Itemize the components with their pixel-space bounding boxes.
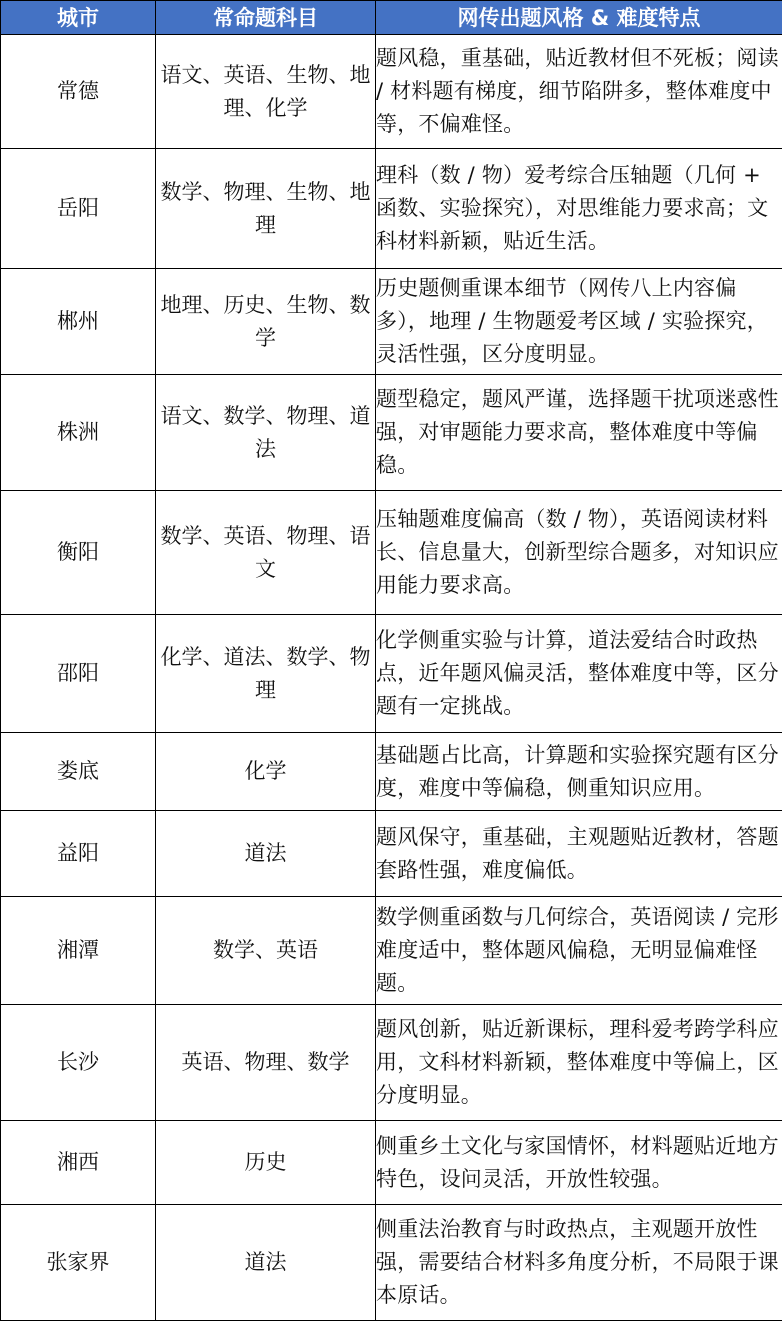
style-cell: 侧重法治教育与时政热点，主观题开放性强，需要结合材料多角度分析，不局限于课本原话。	[376, 1205, 782, 1321]
subjects-cell: 道法	[156, 811, 376, 897]
city-cell: 邵阳	[1, 615, 156, 733]
city-cell: 娄底	[1, 733, 156, 811]
table-row	[1, 615, 782, 733]
table-row	[1, 733, 782, 811]
subjects-cell: 数学、物理、生物、地理	[156, 149, 376, 269]
subjects-cell: 语文、英语、生物、地理、化学	[156, 35, 376, 149]
subjects-cell: 化学、道法、数学、物理	[156, 615, 376, 733]
city-cell: 岳阳	[1, 149, 156, 269]
city-cell: 湘潭	[1, 897, 156, 1005]
style-cell: 数学侧重函数与几何综合，英语阅读 / 完形难度适中，整体题风偏稳，无明显偏难怪题。	[376, 897, 782, 1005]
city-cell: 湘西	[1, 1121, 156, 1205]
table-header-row	[1, 1, 782, 35]
table-row	[1, 375, 782, 491]
subjects-cell: 道法	[156, 1205, 376, 1321]
city-cell: 常德	[1, 35, 156, 149]
subjects-cell: 数学、英语、物理、语文	[156, 491, 376, 615]
style-cell: 题风保守，重基础，主观题贴近教材，答题套路性强，难度偏低。	[376, 811, 782, 897]
table-row	[1, 35, 782, 149]
table-row	[1, 811, 782, 897]
table-row	[1, 1121, 782, 1205]
city-cell: 衡阳	[1, 491, 156, 615]
header-city: 城市	[1, 1, 156, 35]
subjects-cell: 英语、物理、数学	[156, 1005, 376, 1121]
subjects-cell: 数学、英语	[156, 897, 376, 1005]
table-row	[1, 269, 782, 375]
style-cell: 历史题侧重课本细节（网传八上内容偏多），地理 / 生物题爱考区域 / 实验探究，灵活性强，区分度明显。	[376, 269, 782, 375]
table-row	[1, 897, 782, 1005]
subjects-cell: 地理、历史、生物、数学	[156, 269, 376, 375]
style-cell: 化学侧重实验与计算，道法爱结合时政热点，近年题风偏灵活，整体难度中等，区分题有一定挑战。	[376, 615, 782, 733]
city-cell: 长沙	[1, 1005, 156, 1121]
header-style: 网传出题风格 & 难度特点	[376, 1, 782, 35]
style-cell: 题型稳定，题风严谨，选择题干扰项迷惑性强，对审题能力要求高，整体难度中等偏稳。	[376, 375, 782, 491]
style-cell: 压轴题难度偏高（数 / 物），英语阅读材料长、信息量大，创新型综合题多，对知识应用能力要求高。	[376, 491, 782, 615]
city-cell: 郴州	[1, 269, 156, 375]
header-subjects: 常命题科目	[156, 1, 376, 35]
subjects-cell: 历史	[156, 1121, 376, 1205]
subjects-cell: 化学	[156, 733, 376, 811]
table-row	[1, 1005, 782, 1121]
style-cell: 题风稳，重基础，贴近教材但不死板；阅读 / 材料题有梯度，细节陷阱多，整体难度中等，不偏难怪。	[376, 35, 782, 149]
city-cell: 张家界	[1, 1205, 156, 1321]
table-row	[1, 149, 782, 269]
style-cell: 侧重乡土文化与家国情怀，材料题贴近地方特色，设问灵活，开放性较强。	[376, 1121, 782, 1205]
subjects-cell: 语文、数学、物理、道法	[156, 375, 376, 491]
style-cell: 理科（数 / 物）爱考综合压轴题（几何 + 函数、实验探究），对思维能力要求高；文科材料新颖，贴近生活。	[376, 149, 782, 269]
style-cell: 题风创新，贴近新课标，理科爱考跨学科应用，文科材料新颖，整体难度中等偏上，区分度明显。	[376, 1005, 782, 1121]
city-cell: 益阳	[1, 811, 156, 897]
table-row	[1, 1205, 782, 1321]
table-row	[1, 491, 782, 615]
city-cell: 株洲	[1, 375, 156, 491]
style-cell: 基础题占比高，计算题和实验探究题有区分度，难度中等偏稳，侧重知识应用。	[376, 733, 782, 811]
